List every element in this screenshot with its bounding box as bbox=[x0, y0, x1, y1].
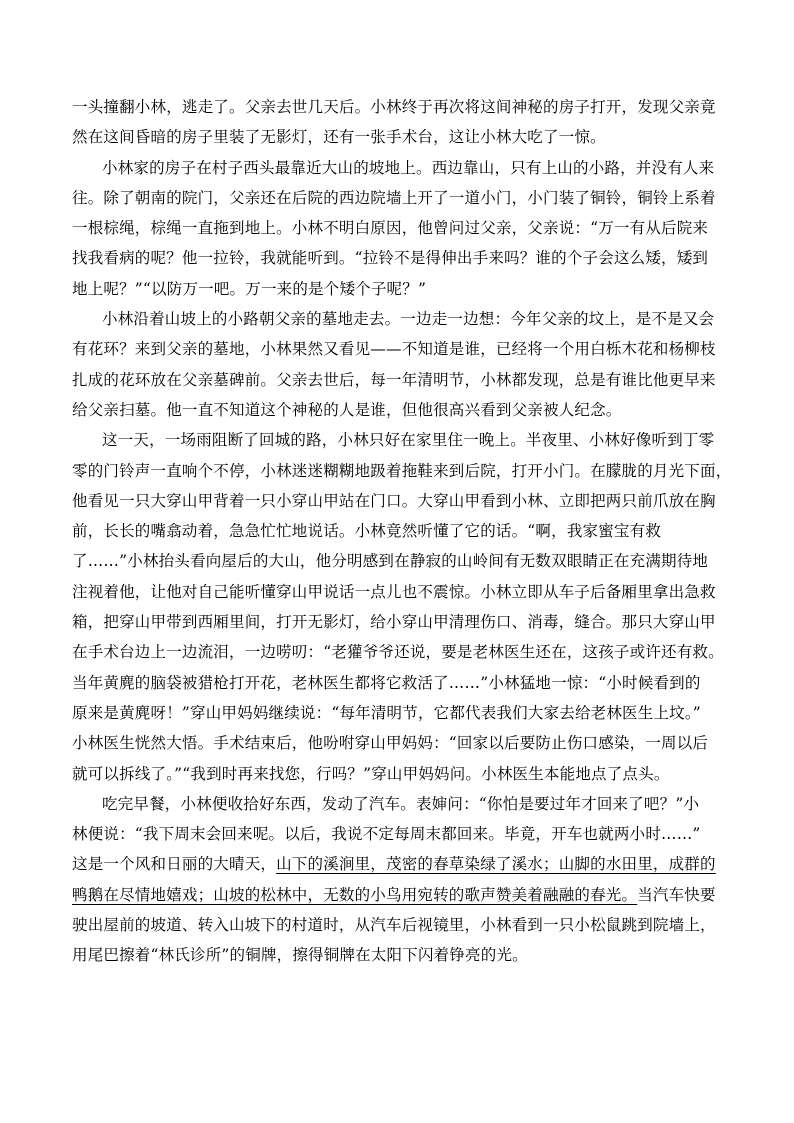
underlined-sentence: 山下的溪涧里，茂密的春草染绿了溪水；山脚的水田里，成群的 bbox=[276, 855, 716, 874]
text-line: 一头撞翻小林，逃走了。父亲去世几天后。小林终于再次将这间神秘的房子打开，发现父亲竟 bbox=[72, 98, 716, 116]
text-line: 林便说：“我下周末会回来呢。以后，我说不定每周末都回来。毕竟，开车也就两小时……” bbox=[72, 825, 701, 844]
paragraph-start-line: 小林沿着山坡上的小路朝父亲的墓地走去。一边走一边想：今年父亲的坟上，是不是又会 bbox=[102, 310, 715, 329]
text-line: 零的门铃声一直响个不停，小林迷迷糊糊地趿着拖鞋来到后院，打开小门。在朦胧的月光下面， bbox=[72, 461, 732, 480]
text-line: 用尾巴擦着“林氏诊所”的铜牌，擦得铜牌在太阳下闪着铮亮的光。 bbox=[72, 946, 528, 965]
paragraph-start-line: 这一天，一场雨阻断了回城的路，小林只好在家里住一晚上。半夜里、小林好像听到丁零 bbox=[102, 431, 715, 450]
text-line: 了……”小林抬头看向屋后的大山，他分明感到在静寂的山岭间有无数双眼睛正在充满期待地 bbox=[72, 552, 709, 571]
text-line: 当年黄麂的脑袋被猎枪打开花，老林医生都将它救活了……”小林猛地一惊：“小时候看到的 bbox=[72, 673, 701, 692]
story-text bbox=[72, 92, 732, 971]
text-line: 给父亲扫墓。他一直不知道这个神秘的人是谁，但他很高兴看到父亲被人纪念。 bbox=[72, 400, 622, 419]
text-line: 扎成的花环放在父亲墓碑前。父亲去世后，每一年清明节，小林都发现，总是有谁比他更早来 bbox=[72, 370, 716, 389]
text-line: 在手术台边上一边流泪，一边唠叨：“老獾爷爷还说，要是老林医生还在，这孩子或许还有救。 bbox=[72, 643, 724, 662]
text-line: 驶出屋前的坡道、转入山坡下的村道时，从汽车后视镜里，小林看到一只小松鼠跳到院墙上， bbox=[72, 916, 716, 935]
text-line-with-underline bbox=[72, 880, 724, 910]
text-line: 然在这间昏暗的房子里装了无影灯，还有一张手术台，这让小林大吃了一惊。 bbox=[72, 128, 606, 147]
text-line: 一根棕绳，棕绳一直拖到地上。小林不明白原因，他曾问过父亲，父亲说：“万一有从后院来 bbox=[72, 219, 709, 238]
underlined-sentence: 鸭鹅在尽情地嬉戏；山坡的松林中，无数的小鸟用宛转的歌声赞美着融融的春光。 bbox=[72, 885, 638, 904]
text-line-with-underline bbox=[72, 849, 724, 879]
text-line: 有花环？来到父亲的墓地，小林果然又看见——不知道是谁，已经将一个用白栎木花和杨柳枝 bbox=[72, 340, 716, 359]
text-line: 他看见一只大穿山甲背着一只小穿山甲站在门口。大穿山甲看到小林、立即把两只前爪放在胸 bbox=[72, 491, 716, 510]
text-segment: 当汽车快要 bbox=[637, 885, 716, 904]
text-line: 箱，把穿山甲带到西厢里间，打开无影灯，给小穿山甲清理伤口、消毒，缝合。那只大穿山甲 bbox=[72, 613, 716, 632]
text-line: 往。除了朝南的院门，父亲还在后院的西边院墙上开了一道小门，小门装了铜铃，铜铃上系着 bbox=[72, 188, 716, 207]
text-line: 小林医生恍然大悟。手术结束后，他吩咐穿山甲妈妈：“回家以后要防止伤口感染，一周以后 bbox=[72, 734, 709, 753]
text-line: 就可以拆线了。”“我到时再来找您，行吗？”穿山甲妈妈问。小林医生本能地点了点头。 bbox=[72, 764, 670, 783]
text-line: 地上呢？”“以防万一吧。万一来的是个矮个子呢？” bbox=[72, 279, 427, 298]
text-line: 找我看病的呢？他一拉铃，我就能听到。“拉铃不是得伸出手来吗？谁的个子会这么矮，矮到 bbox=[72, 249, 709, 268]
text-line: 原来是黄麂呀！”穿山甲妈妈继续说：“每年清明节，它都代表我们大家去给老林医生上坟。” bbox=[72, 703, 701, 722]
text-line: 注视着他，让他对自己能听懂穿山甲说话一点儿也不震惊。小林立即从车子后备厢里拿出急救 bbox=[72, 582, 716, 601]
text-line: 前，长长的嘴翕动着，急急忙忙地说话。小林竟然听懂了它的话。“啊，我家蜜宝有救 bbox=[72, 522, 662, 541]
paragraph-start-line: 小林家的房子在村子西头最靠近大山的坡地上。西边靠山，只有上山的小路，并没有人来 bbox=[102, 158, 715, 177]
text-segment: 这是一个风和日丽的大晴天， bbox=[72, 855, 277, 874]
paragraph-start-line: 吃完早餐，小林便收拾好东西，发动了汽车。表婶问：“你怕是要过年才回来了吧？”小 bbox=[102, 794, 700, 813]
